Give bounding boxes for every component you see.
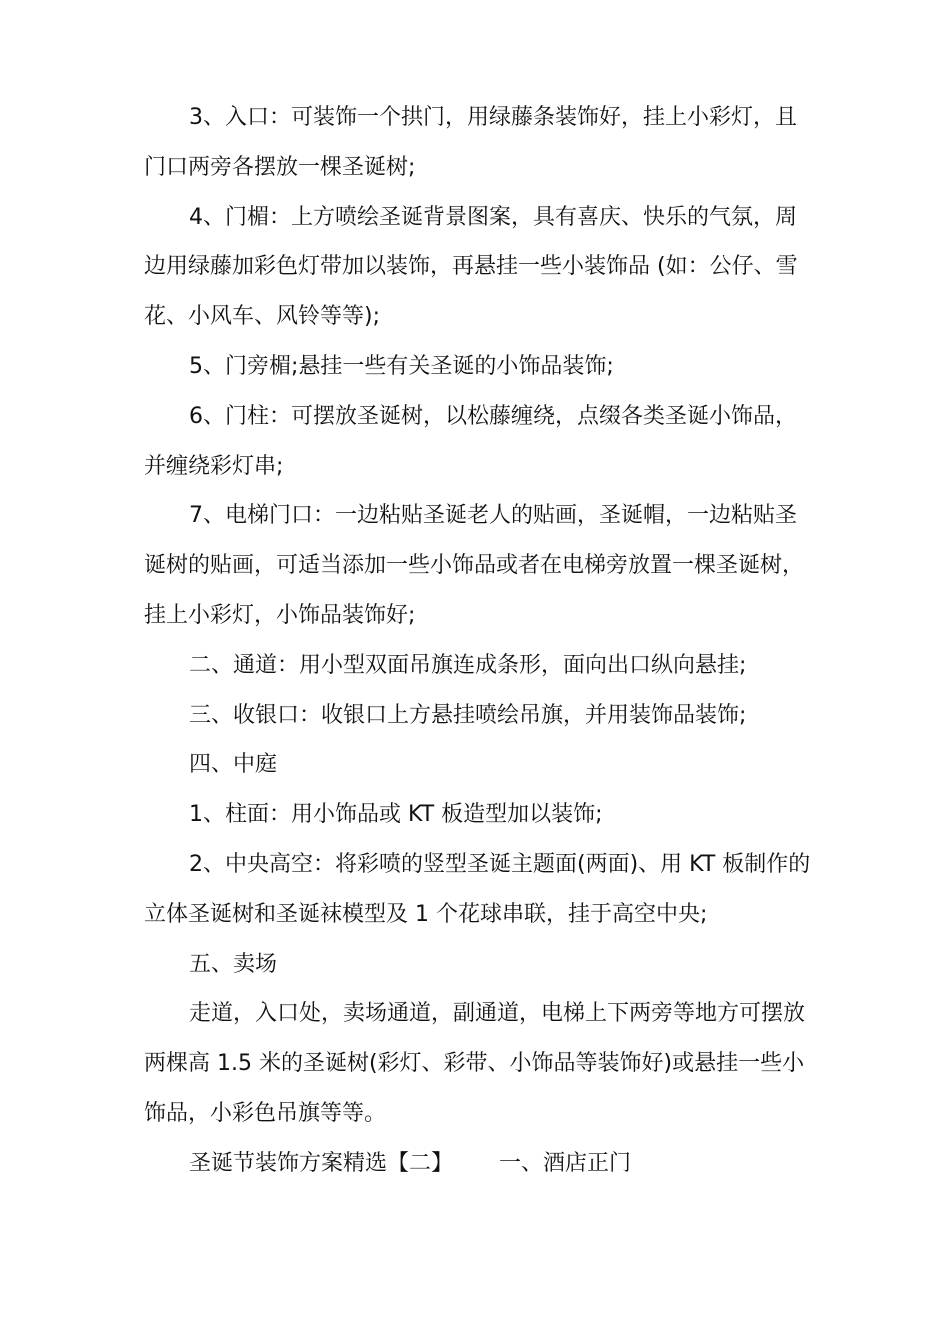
text-line: 门口两旁各摆放一棵圣诞树; [144,154,416,180]
paragraph-lintel [144,193,816,342]
document-body [144,93,816,1189]
text-line: 5、门旁楣;悬挂一些有关圣诞的小饰品装饰; [189,353,614,379]
text-line: 花、小风车、风铃等等); [144,304,380,330]
text-line: 4、门楣：上方喷绘圣诞背景图案，具有喜庆、快乐的气氛，周 [189,204,797,230]
text-line: 立体圣诞树和圣诞袜模型及 1 个花球串联，挂于高空中央; [144,901,708,927]
text-line: 二、通道：用小型双面吊旗连成条形，面向出口纵向悬挂; [189,652,747,678]
paragraph-central-ceiling [144,840,816,940]
section-heading: 圣诞节装饰方案精选【二】 [189,1150,454,1176]
text-line: 走道，入口处，卖场通道，副通道，电梯上下两旁等地方可摆放 [189,1001,806,1027]
text-line: 四、中庭 [189,752,278,778]
text-line: 饰品，小彩色吊旗等等。 [144,1100,387,1126]
text-line: 6、门柱：可摆放圣诞树，以松藤缠绕，点缀各类圣诞小饰品， [189,403,797,429]
paragraph-checkout [144,691,816,741]
section-subheading: 一、酒店正门 [499,1150,632,1176]
text-line: 两棵高 1.5 米的圣诞树(彩灯、彩带、小饰品等装饰好)或悬挂一些小 [144,1051,805,1077]
text-line: 7、电梯门口：一边粘贴圣诞老人的贴画，圣诞帽，一边粘贴圣 [189,503,797,529]
paragraph-side-lintel [144,342,816,392]
paragraph-entrance [144,93,816,193]
paragraph-sales-floor [144,989,816,1138]
text-line: 1、柱面：用小饰品或 KT 板造型加以装饰; [189,802,603,828]
paragraph-door-pillar [144,392,816,492]
text-line: 并缠绕彩灯串; [144,453,284,479]
text-line: 2、中央高空：将彩喷的竖型圣诞主题面(两面)、用 KT 板制作的 [189,851,811,877]
text-line: 3、入口：可装饰一个拱门，用绿藤条装饰好，挂上小彩灯，且 [189,105,797,130]
section-heading-line [144,1139,816,1189]
paragraph-aisle [144,641,816,691]
text-line: 五、卖场 [189,951,278,977]
heading-atrium [144,740,816,790]
text-line: 诞树的贴画，可适当添加一些小饰品或者在电梯旁放置一棵圣诞树， [144,553,805,579]
heading-sales-floor [144,940,816,990]
text-line: 挂上小彩灯，小饰品装饰好; [144,602,416,628]
text-line: 边用绿藤加彩色灯带加以装饰，再悬挂一些小装饰品 (如：公仔、雪 [144,254,798,280]
paragraph-column [144,790,816,840]
paragraph-elevator [144,491,816,640]
text-line: 三、收银口：收银口上方悬挂喷绘吊旗，并用装饰品装饰; [189,702,747,728]
